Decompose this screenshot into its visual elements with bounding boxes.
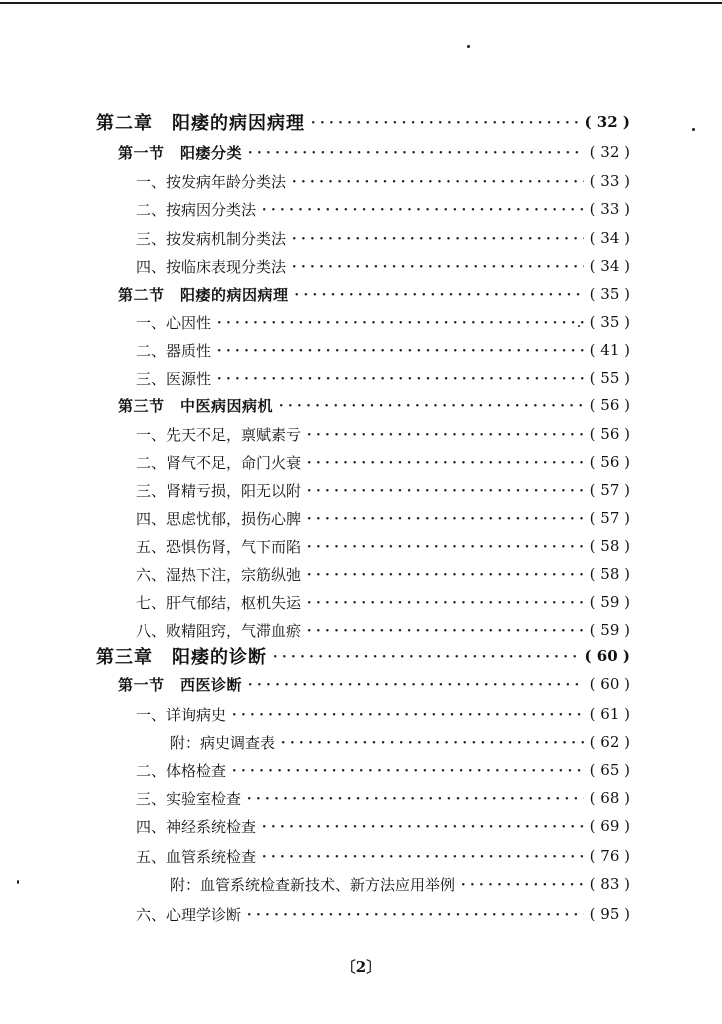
dot-leader bbox=[461, 870, 584, 898]
dot-leader bbox=[247, 900, 584, 928]
toc-entry-title: 三、肾精亏损，阳无以附 bbox=[136, 481, 302, 500]
toc-page-number: ( 35 ) bbox=[589, 285, 630, 303]
toc-page-number: ( 65 ) bbox=[589, 761, 630, 779]
dot-leader bbox=[247, 784, 584, 812]
toc-page-number: ( 58 ) bbox=[589, 537, 630, 555]
page-number: 〔2〕 bbox=[340, 958, 382, 976]
toc-page-number: ( 56 ) bbox=[589, 425, 630, 443]
dot-leader bbox=[307, 448, 584, 476]
toc-item-row bbox=[136, 196, 630, 222]
toc-entry-title: 一、详询病史 bbox=[136, 705, 227, 724]
toc-page-number: ( 95 ) bbox=[589, 905, 630, 923]
dot-leader bbox=[262, 195, 584, 223]
toc-entry-title: 五、血管系统检查 bbox=[136, 847, 257, 866]
toc-entry-title: 一、按发病年龄分类法 bbox=[136, 172, 287, 191]
toc-chapter-row bbox=[96, 643, 630, 669]
toc-item-row bbox=[136, 757, 630, 783]
toc-entry-title: 四、按临床表现分类法 bbox=[136, 257, 287, 276]
toc-item-row bbox=[136, 901, 630, 927]
toc-appendix-row bbox=[170, 871, 630, 897]
toc-item-row bbox=[136, 168, 630, 194]
dot-leader bbox=[262, 812, 584, 840]
dot-leader bbox=[307, 616, 584, 644]
toc-page-number: ( 61 ) bbox=[589, 705, 630, 723]
toc-page-number: ( 60 ) bbox=[589, 675, 630, 693]
toc-page-number: ( 57 ) bbox=[589, 509, 630, 527]
toc-page-number: ( 60 ) bbox=[584, 647, 630, 665]
toc-entry-title: 二、器质性 bbox=[136, 341, 212, 360]
toc-section-row bbox=[118, 139, 630, 165]
dot-leader bbox=[217, 364, 584, 392]
dot-leader bbox=[248, 138, 584, 166]
toc-page-number: ( 32 ) bbox=[584, 113, 630, 131]
toc-page-number: ( 83 ) bbox=[589, 875, 630, 893]
dot-leader bbox=[232, 700, 584, 728]
toc-entry-title: 四、神经系统检查 bbox=[136, 817, 257, 836]
toc-item-row bbox=[136, 225, 630, 251]
toc-entry-title: 六、湿热下注，宗筋纵弛 bbox=[136, 565, 302, 584]
toc-section-row bbox=[118, 671, 630, 697]
toc-page-number: ( 41 ) bbox=[589, 341, 630, 359]
toc-page-number: ( 34 ) bbox=[589, 229, 630, 247]
toc-entry-title: 附：血管系统检查新技术、新方法应用举例 bbox=[170, 875, 456, 894]
dot-leader bbox=[292, 224, 584, 252]
toc-page-number: ( 58 ) bbox=[589, 565, 630, 583]
toc-page-number: ( 69 ) bbox=[589, 817, 630, 835]
toc-item-row bbox=[136, 701, 630, 727]
toc-entry-title: 第一节 阳痿分类 bbox=[118, 143, 243, 162]
toc-section-row bbox=[118, 392, 630, 418]
toc-chapter-row bbox=[96, 109, 630, 135]
dot-leader bbox=[295, 280, 584, 308]
toc-item-row bbox=[136, 843, 630, 869]
dot-leader bbox=[307, 560, 584, 588]
toc-item-row bbox=[136, 589, 630, 615]
toc-entry-title: 第一节 西医诊断 bbox=[118, 675, 243, 694]
toc-section-row bbox=[118, 281, 630, 307]
toc-item-row bbox=[136, 337, 630, 363]
toc-page-number: ( 33 ) bbox=[589, 200, 630, 218]
dot-leader bbox=[307, 476, 584, 504]
toc-entry-title: 七、肝气郁结，枢机失运 bbox=[136, 593, 302, 612]
dot-leader bbox=[217, 336, 584, 364]
toc-item-row bbox=[136, 449, 630, 475]
dot-leader bbox=[292, 252, 584, 280]
toc-item-row bbox=[136, 785, 630, 811]
toc-entry-title: 第三章 阳痿的诊断 bbox=[96, 647, 267, 668]
toc-entry-title: 附：病史调查表 bbox=[170, 733, 276, 752]
toc-entry-title: 二、体格检查 bbox=[136, 761, 227, 780]
toc-entry-title: 二、按病因分类法 bbox=[136, 200, 257, 219]
dot-leader bbox=[281, 728, 584, 756]
toc-entry-title: 四、思虑忧郁，损伤心脾 bbox=[136, 509, 302, 528]
toc-entry-title: 八、败精阻窍，气滞血瘀 bbox=[136, 621, 302, 640]
dot-leader bbox=[273, 642, 578, 670]
toc-item-row bbox=[136, 477, 630, 503]
toc-page-number: ( 55 ) bbox=[589, 369, 630, 387]
toc-item-row bbox=[136, 561, 630, 587]
toc-item-row bbox=[136, 617, 630, 643]
toc-item-row bbox=[136, 505, 630, 531]
toc-entry-title: 三、按发病机制分类法 bbox=[136, 229, 287, 248]
toc-entry-title: 一、心因性 bbox=[136, 313, 212, 332]
toc-entry-title: 二、肾气不足，命门火衰 bbox=[136, 453, 302, 472]
toc-page-number: ( 62 ) bbox=[589, 733, 630, 751]
toc-item-row bbox=[136, 309, 630, 335]
dot-leader bbox=[311, 108, 578, 136]
toc-entry-title: 第三节 中医病因病机 bbox=[118, 396, 274, 415]
dot-leader bbox=[307, 420, 584, 448]
dot-leader bbox=[307, 588, 584, 616]
toc-item-row bbox=[136, 421, 630, 447]
toc-entry-title: 一、先天不足，禀赋素亏 bbox=[136, 425, 302, 444]
dot-leader bbox=[262, 842, 584, 870]
dot-leader bbox=[307, 504, 584, 532]
toc-item-row bbox=[136, 365, 630, 391]
toc-entry-title: 第二节 阳痿的病因病理 bbox=[118, 285, 289, 304]
toc-page-number: ( 32 ) bbox=[589, 143, 630, 161]
toc-entry-title: 六、心理学诊断 bbox=[136, 905, 242, 924]
dot-leader bbox=[292, 167, 584, 195]
toc-entry-title: 第二章 阳痿的病因病理 bbox=[96, 113, 305, 134]
toc-page-number: ( 59 ) bbox=[589, 593, 630, 611]
toc-page-number: ( 34 ) bbox=[589, 257, 630, 275]
dot-leader bbox=[232, 756, 584, 784]
toc-item-row bbox=[136, 813, 630, 839]
toc-page-number: ( 57 ) bbox=[589, 481, 630, 499]
toc-entry-title: 五、恐惧伤肾，气下而陷 bbox=[136, 537, 302, 556]
toc-page-number: ( 56 ) bbox=[589, 453, 630, 471]
toc-item-row bbox=[136, 253, 630, 279]
toc-page-number: ( 76 ) bbox=[589, 847, 630, 865]
toc-item-row bbox=[136, 533, 630, 559]
dot-leader bbox=[307, 532, 584, 560]
toc-entry-title: 三、医源性 bbox=[136, 369, 212, 388]
toc-page-number: ( 68 ) bbox=[589, 789, 630, 807]
dot-leader bbox=[217, 308, 584, 336]
toc-appendix-row bbox=[170, 729, 630, 755]
dot-leader bbox=[279, 391, 584, 419]
toc-page-number: ( 56 ) bbox=[589, 396, 630, 414]
toc-entry-title: 三、实验室检查 bbox=[136, 789, 242, 808]
toc-page-number: ( 59 ) bbox=[589, 621, 630, 639]
toc-page-number: ( 35 ) bbox=[589, 313, 630, 331]
dot-leader bbox=[248, 670, 584, 698]
toc-page-number: ( 33 ) bbox=[589, 172, 630, 190]
